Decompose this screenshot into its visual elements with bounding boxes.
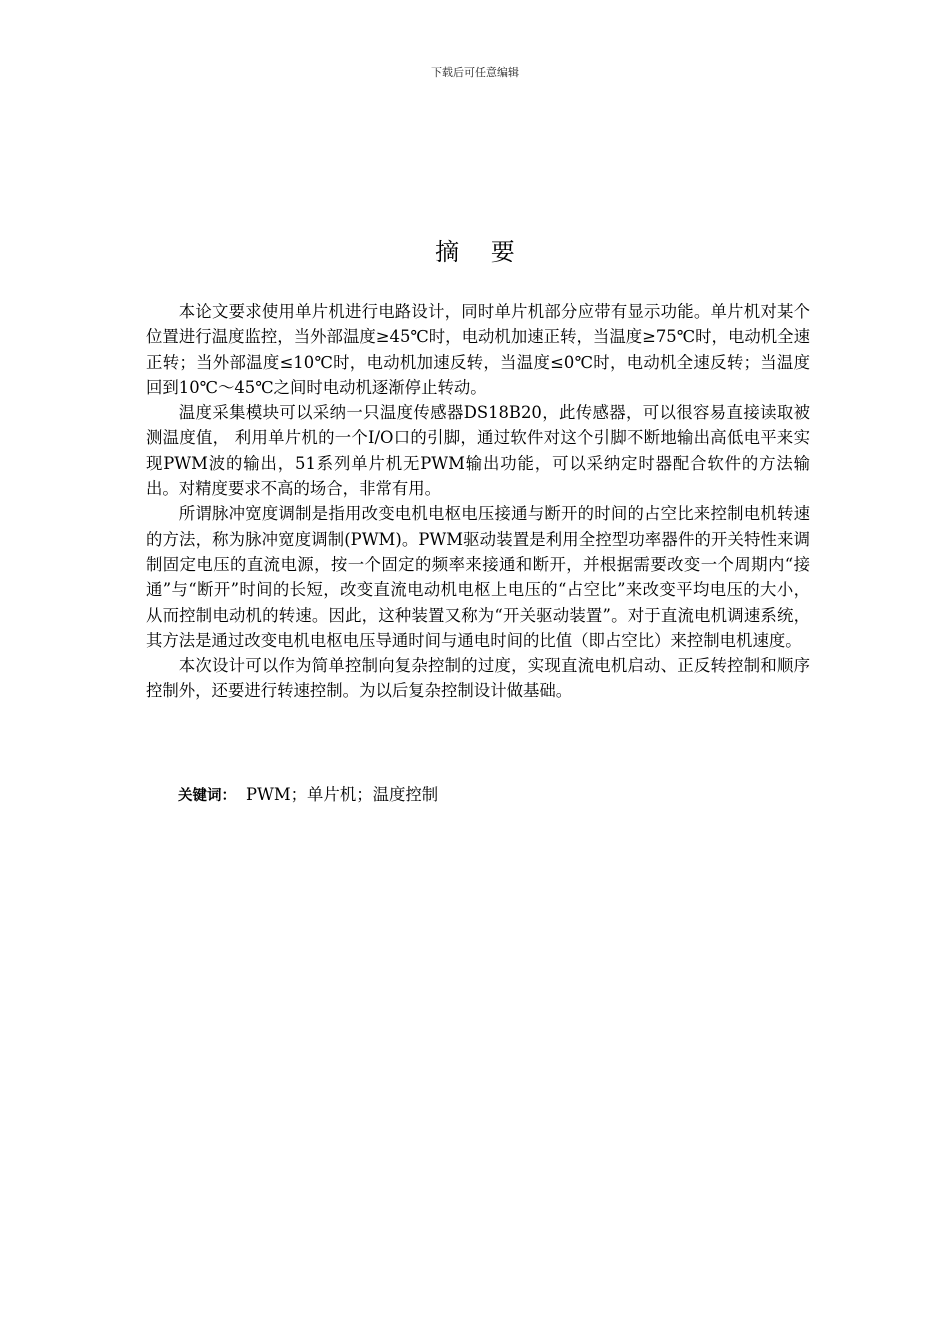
abstract-paragraph-2: 温度采集模块可以采纳一只温度传感器DS18B20，此传感器，可以很容易直接读取被测温度值， 利用单片机的一个I/O口的引脚，通过软件对这个引脚不断地输出高低电平来实现PWM波的输出，51系列单片机无PWM输出功能，可以采纳定时器配合软件的方法输出。对精度要求不高的场合，非常有用。 [146, 403, 810, 499]
keywords-label: 关键词： [178, 788, 236, 804]
abstract-paragraph-3: 所谓脉冲宽度调制是指用改变电机电枢电压接通与断开的时间的占空比来控制电机转速的方法，称为脉冲宽度调制(PWM)。PWM驱动装置是利用全控型功率器件的开关特性来调制固定电压的直流电源，按一个固定的频率来接通和断开，并根据需要改变一个周期内“接通”与“断开”时间的长短，改变直流电动机电枢上电压的“占空比”来改变平均电压的大小，从而控制电动机的转速。因此，这种装置又称为“开关驱动装置”。对于直流电机调速系统，其方法是通过改变电机电枢电压导通时间与通电时间的比值（即占空比）来控制电机速度。 [146, 504, 810, 650]
abstract-paragraph-4: 本次设计可以作为简单控制向复杂控制的过度，实现直流电机启动、正反转控制和顺序控制外，还要进行转速控制。为以后复杂控制设计做基础。 [146, 656, 810, 701]
keywords-line [178, 782, 798, 809]
keywords-value: PWM；单片机；温度控制 [246, 785, 439, 804]
abstract-paragraph-1: 本论文要求使用单片机进行电路设计，同时单片机部分应带有显示功能。单片机对某个位置进行温度监控，当外部温度≥45℃时，电动机加速正转，当温度≥75℃时，电动机全速正转；当外部温度≤10℃时，电动机加速反转，当温度≤0℃时，电动机全速反转；当温度回到10℃～45℃之间时电动机逐渐停止转动。 [146, 302, 810, 397]
header-note: 下载后可任意编辑 [431, 66, 519, 79]
page-title: 摘 要 [435, 238, 527, 267]
abstract-body [146, 299, 810, 704]
